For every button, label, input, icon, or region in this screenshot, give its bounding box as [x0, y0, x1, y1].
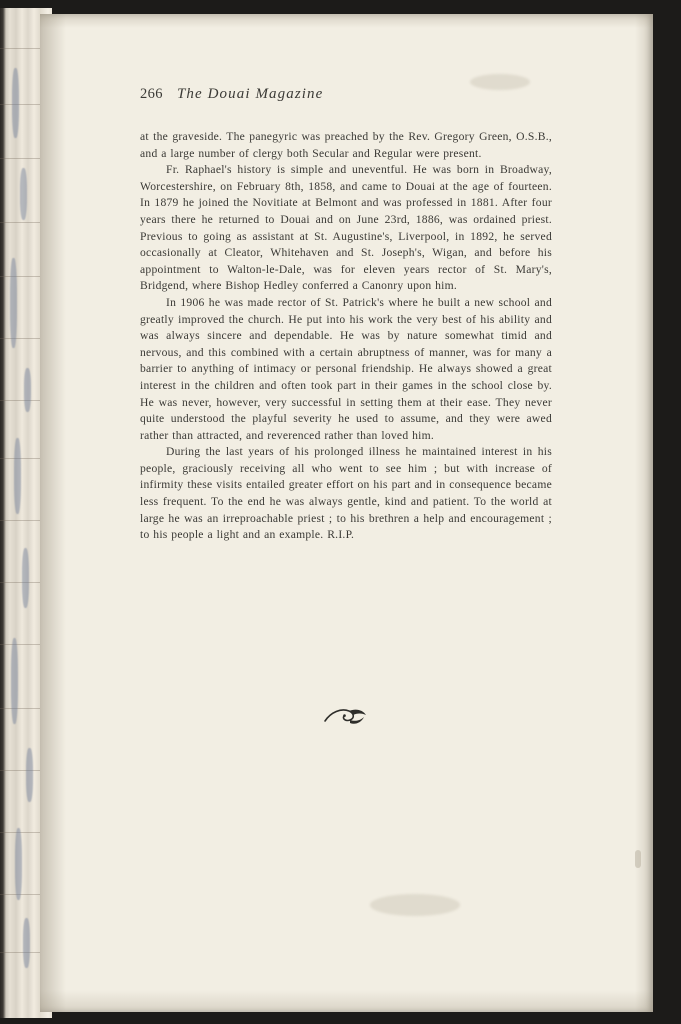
paragraph: In 1906 he was made rector of St. Patrick's where he built a new school and greatly improved the church. He put into his work the very best of his ability and was always sincere and dependable. He was by nature somewhat timid and nervous, and this combined with a certain abruptness of manner, was for many a barrier to anything of intimacy or personal friendship. He always showed a great interest in the children and often took part in their games in the school close by. He was never, however, very successful in setting them at their ease. They never quite understood the playful severity he used to assume, and they were awed rather than attracted, and reverenced rather than loved him.: [140, 295, 552, 442]
gutter-shadow: [40, 14, 66, 1012]
paper-smudge: [370, 894, 460, 916]
printers-flourish-icon: [140, 704, 552, 735]
page-number: 266: [140, 86, 163, 102]
page-edge-nick: [635, 850, 641, 868]
running-title: The Douai Magazine: [176, 86, 324, 102]
paragraph: Fr. Raphael's history is simple and uneventful. He was born in Broadway, Worcestershire, on February 8th, 1858, and came to Douai at the age of fourteen. In 1879 he joined the Novitiate at Belmont and was professed in 1881. After four years there he returned to Douai and on June 23rd, 1886, was ordained priest. Previous to going as assistant at St. Augustine's, Liverpool, in 1892, he served occasionally at Cleator, Whitehaven and St. Joseph's, Wigan, and before his appointment to Walton-le-Dale, was for eleven years rector of St. Mary's, Bridgend, where Bishop Hedley conferred a Canonry upon him.: [140, 163, 552, 293]
page-top-shadow: [40, 14, 653, 28]
book-page: [40, 14, 653, 1012]
paragraph: at the graveside. The panegyric was preached by the Rev. Gregory Green, O.S.B., and a large number of clergy both Secular and Regular were present.: [140, 130, 552, 160]
page-text-block: [140, 86, 552, 544]
running-head: [140, 86, 552, 103]
page-bottom-shadow: [40, 990, 653, 1012]
paragraph: During the last years of his prolonged illness he maintained interest in his people, graciously receiving all who went to see him ; but with increase of infirmity these visits entailed greater effort on his part and in consequence became less frequent. To the end he was always gentle, kind and patient. To the world at large he was an irreproachable priest ; to his brethren a help and encouragement ; to his people a light and an example. R.I.P.: [140, 445, 552, 542]
